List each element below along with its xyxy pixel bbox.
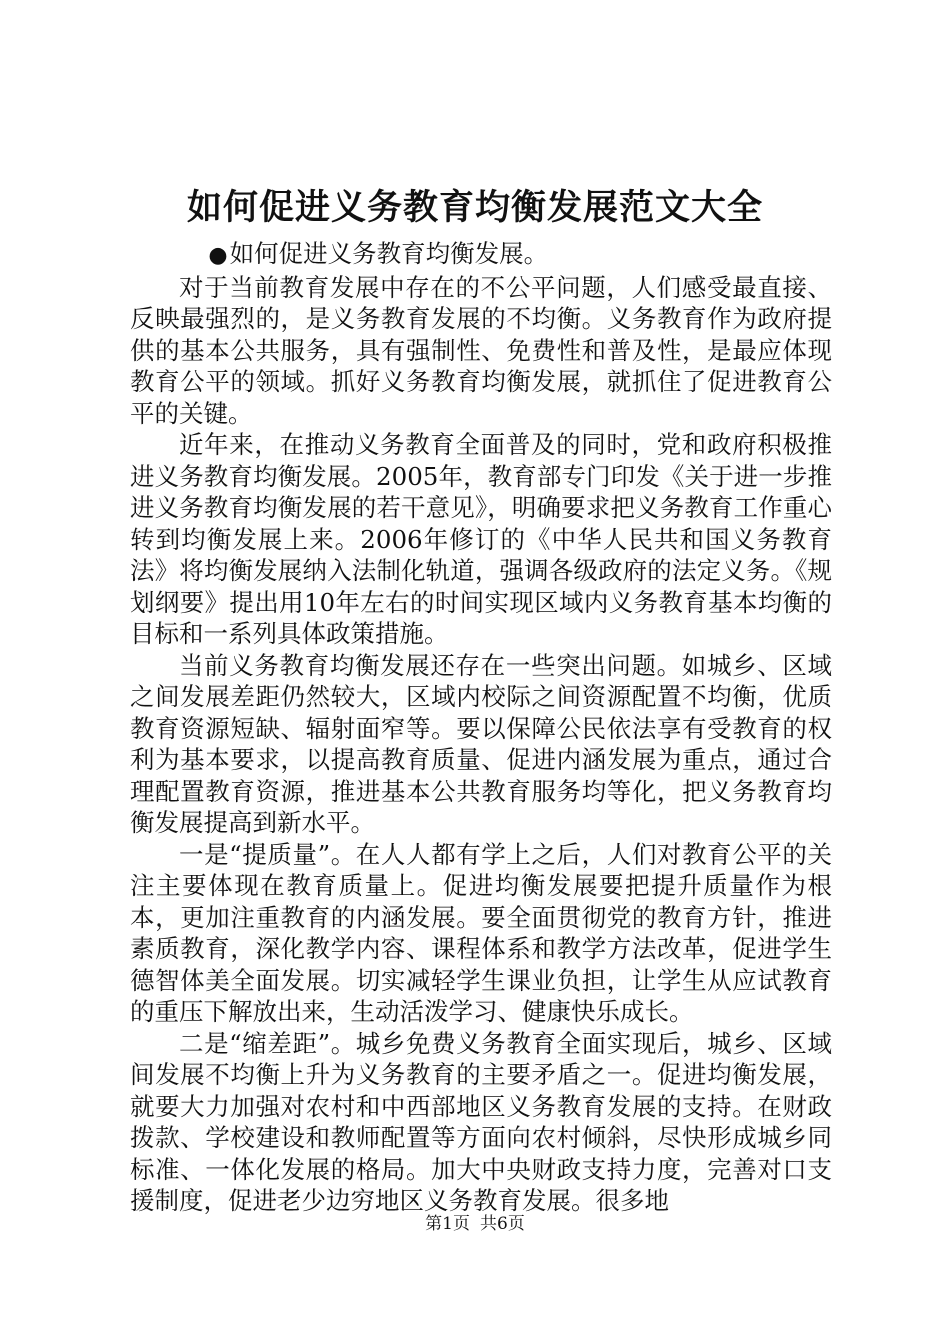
bullet-heading-text: 如何促进义务教育均衡发展。 (229, 239, 549, 268)
paragraph: 近年来，在推动义务教育全面普及的同时，党和政府积极推进义务教育均衡发展。2005年，教育部专门印发《关于进一步推进义务教育均衡发展的若干意见》，明确要求把义务教育工作重心转到均衡发展上来。2006年修订的《中华人民共和国义务教育法》将均衡发展纳入法制化轨道，强调各级政府的法定义务。《规划纲要》提出用10年左右的时间实现区域内义务教育基本均衡的目标和一系列具体政策措施。 (130, 430, 832, 648)
document-body (130, 238, 832, 1217)
bullet-heading (130, 238, 832, 272)
bullet-icon: ● (208, 243, 228, 268)
page-total: 共6页 (480, 1214, 525, 1234)
paragraph: 二是“缩差距”。城乡免费义务教育全面实现后，城乡、区域间发展不均衡上升为义务教育的主要矛盾之一。促进均衡发展，就要大力加强对农村和中西部地区义务教育发展的支持。在财政拨款、学校建设和教师配置等方面向农村倾斜，尽快形成城乡同标准、一体化发展的格局。加大中央财政支持力度，完善对口支援制度，促进老少边穷地区义务教育发展。很多地 (130, 1028, 832, 1215)
paragraph: 当前义务教育均衡发展还存在一些突出问题。如城乡、区域之间发展差距仍然较大，区域内校际之间资源配置不均衡，优质教育资源短缺、辐射面窄等。要以保障公民依法享有受教育的权利为基本要求，以提高教育质量、促进内涵发展为重点，通过合理配置教育资源，推进基本公共教育服务均等化，把义务教育均衡发展提高到新水平。 (130, 650, 832, 837)
page-number: 第1页 (425, 1214, 470, 1234)
paragraph: 对于当前教育发展中存在的不公平问题，人们感受最直接、反映最强烈的，是义务教育发展的不均衡。义务教育作为政府提供的基本公共服务，具有强制性、免费性和普及性，是最应体现教育公平的领域。抓好义务教育均衡发展，就抓住了促进教育公平的关键。 (130, 272, 832, 428)
page-title: 如何促进义务教育均衡发展范文大全 (186, 187, 763, 228)
paragraph: 一是“提质量”。在人人都有学上之后，人们对教育公平的关注主要体现在教育质量上。促进均衡发展要把提升质量作为根本，更加注重教育的内涵发展。要全面贯彻党的教育方针，推进素质教育，深化教学内容、课程体系和教学方法改革，促进学生德智体美全面发展。切实减轻学生课业负担，让学生从应试教育的重压下解放出来，生动活泼学习、健康快乐成长。 (130, 839, 832, 1026)
page-footer (0, 1212, 950, 1236)
